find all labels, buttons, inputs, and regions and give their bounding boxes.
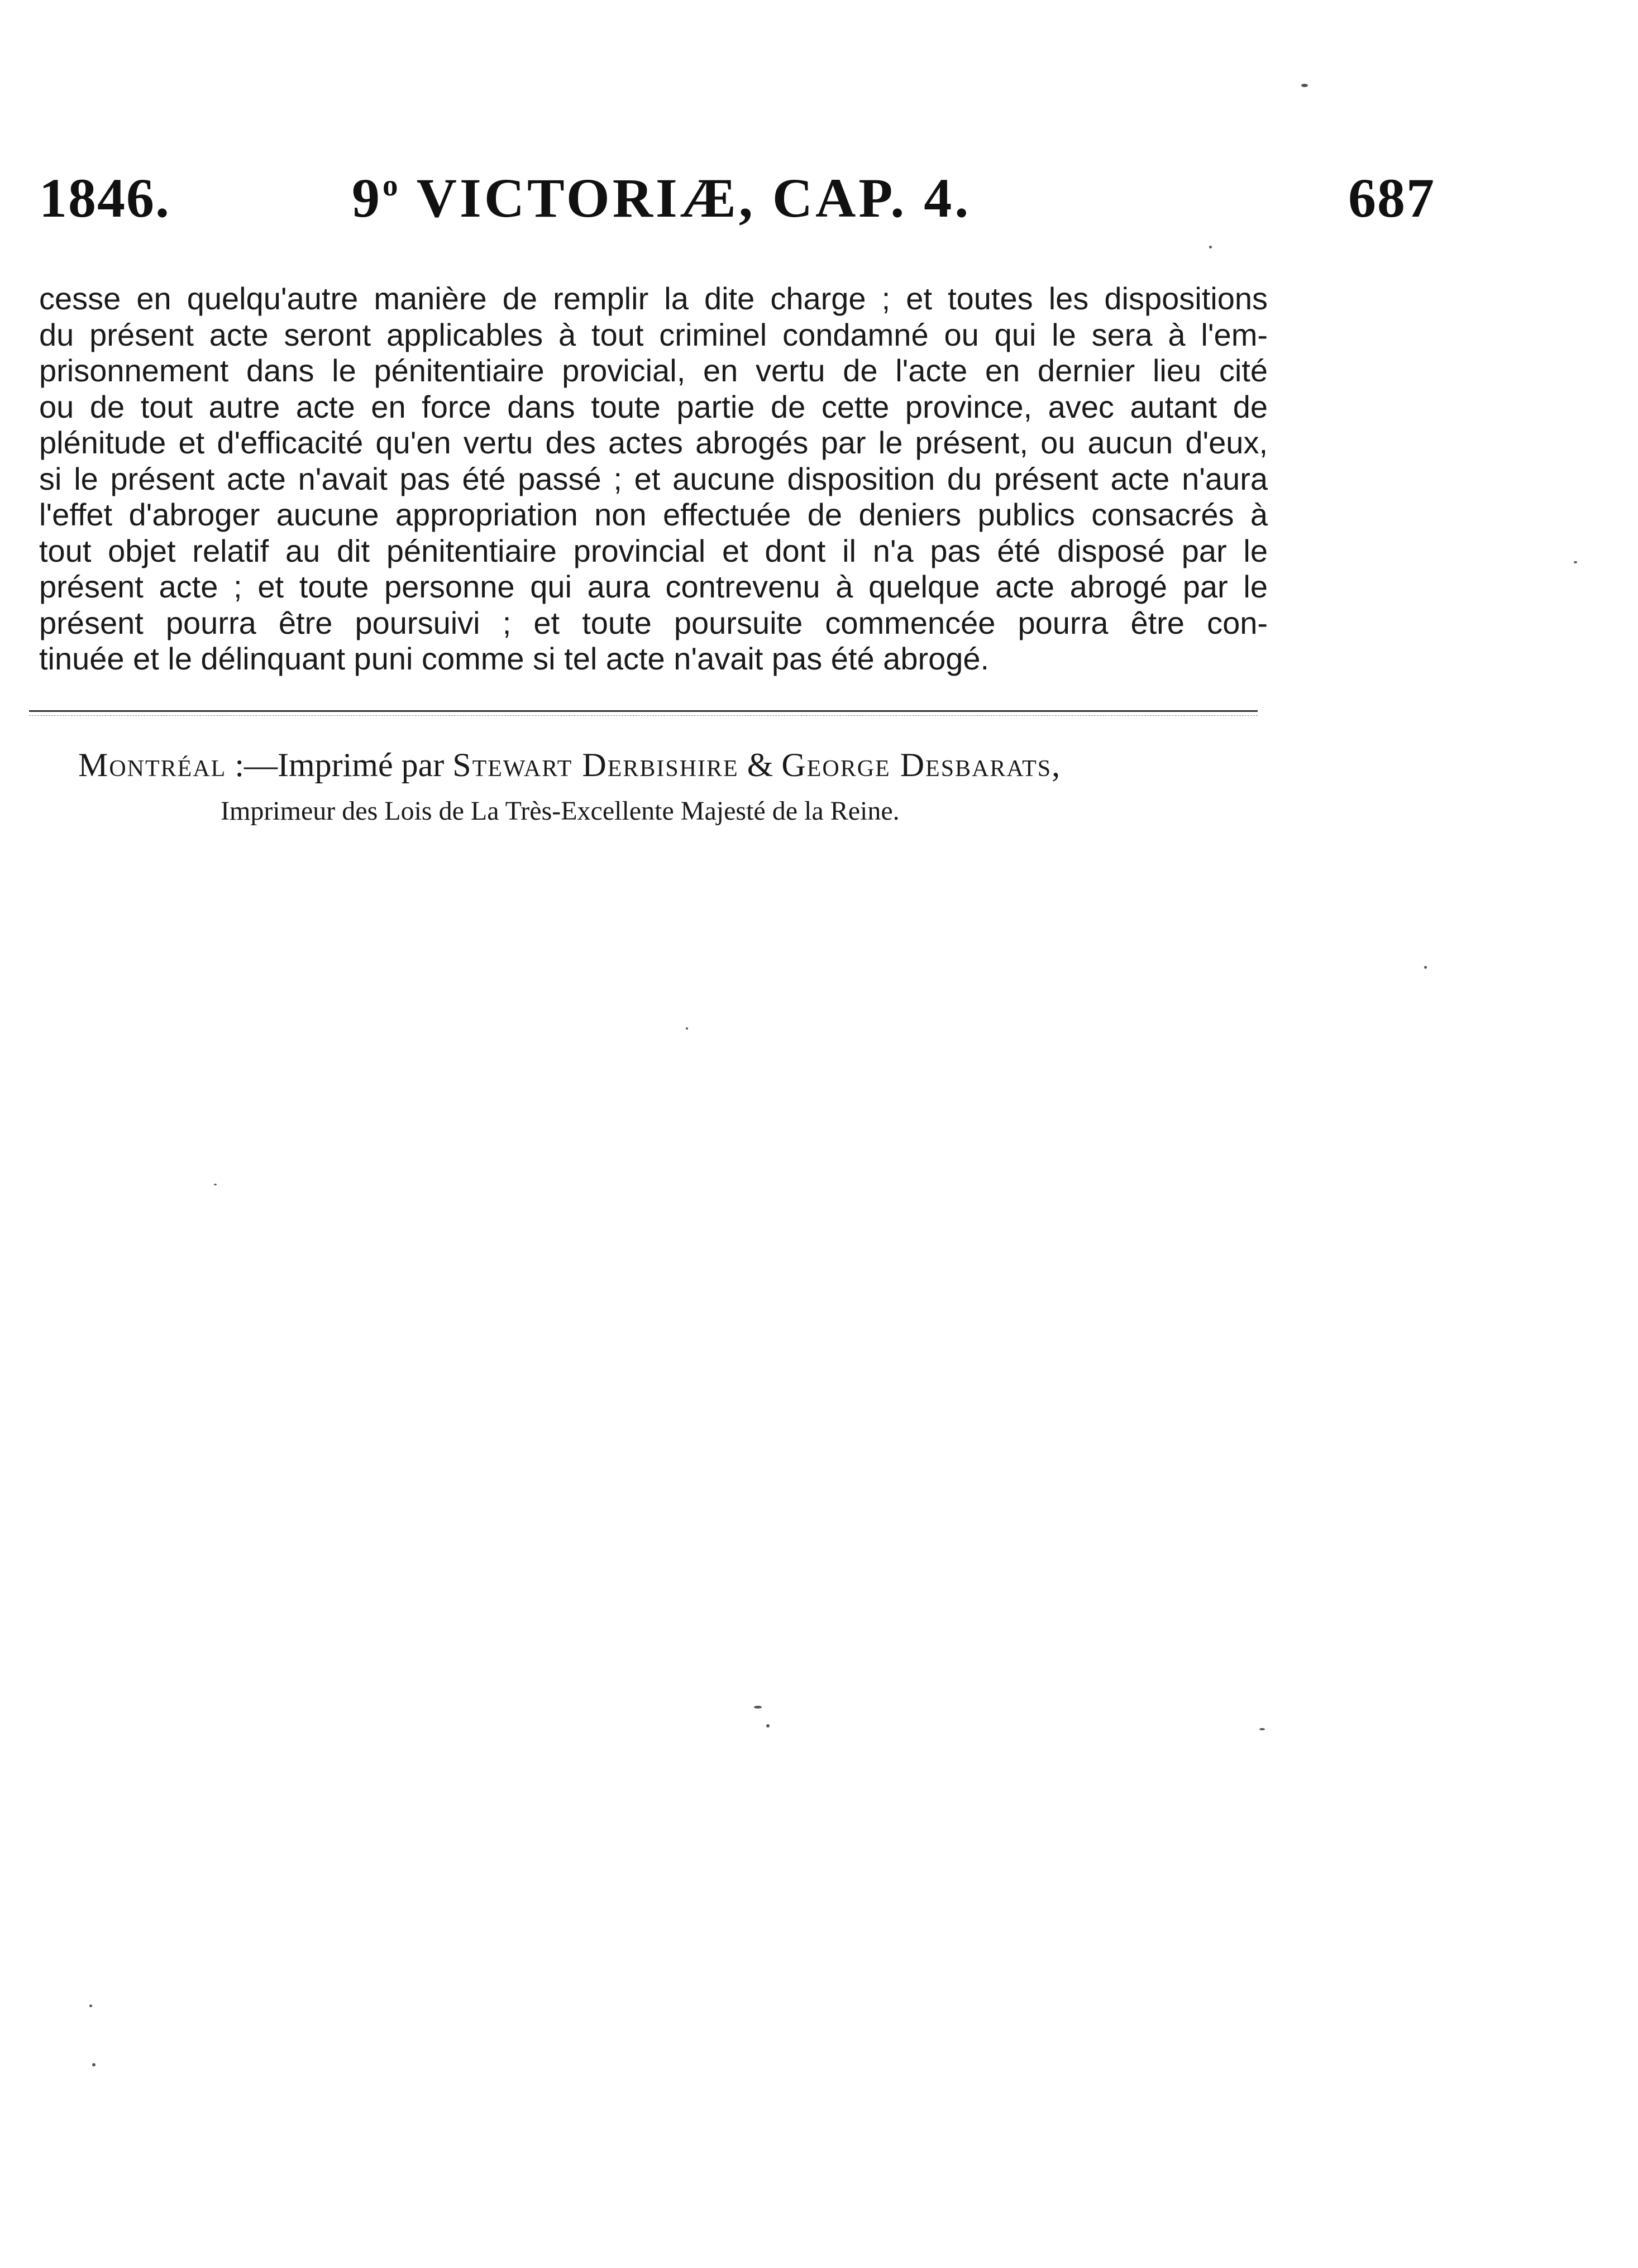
divider-rule-secondary [29,715,1258,716]
scan-speck [766,1724,770,1728]
divider-rule [29,710,1258,712]
body-line: présent acte ; et toute personne qui aura contrevenu à quelque acte abrogé par le [39,569,1268,604]
header-title-superscript: o [383,168,401,202]
scan-speck [1209,246,1212,248]
body-line: cesse en quelqu'autre manière de remplir la dite charge ; et toutes les dispositions [39,281,1268,316]
imprint-printer-2: George Desbarats [781,747,1052,783]
body-line: du présent acte seront applicables à tout criminel condamné ou qui le sera à l'em- [39,317,1268,352]
imprint-ampersand: & [738,747,782,783]
header-title-number: 9 [352,167,383,229]
header-title [352,162,971,235]
body-line: si le présent acte n'avait pas été passé ; et aucune disposition du présent acte n'aura [39,461,1268,496]
body-line: présent pourra être poursuivi ; et toute poursuite commencée pourra être con- [39,605,1268,640]
body-line: prisonnement dans le pénitentiaire provicial, en vertu de l'acte en dernier lieu cité [39,353,1268,388]
scan-speck [92,2063,95,2066]
imprint-place: Montréal [78,747,227,783]
header-title-text: VICTORIÆ, CAP. 4. [400,167,972,229]
scan-speck [214,1184,217,1185]
body-line: ou de tout autre acte en force dans toute partie de cette province, avec autant de [39,389,1268,424]
body-line: tout objet relatif au dit pénitentiaire provincial et dont il n'a pas été disposé par le [39,533,1268,568]
body-line: plénitude et d'efficacité qu'en vertu des actes abrogés par le présent, ou aucun d'eux, [39,425,1268,460]
scan-speck [686,1027,688,1030]
header-page-number: 687 [1348,167,1435,229]
imprint-printer-1: Stewart Derbishire [452,747,739,783]
page-header [39,162,1435,235]
body-paragraph [39,281,1268,677]
scan-speck [89,2004,92,2007]
scan-speck [754,1706,762,1709]
scan-speck [1259,1728,1265,1730]
body-line: tinuée et le délinquant puni comme si tel acte n'avait pas été abrogé. [39,641,990,676]
header-year: 1846. [39,167,170,229]
scan-speck [1424,966,1427,969]
imprint-end: , [1052,747,1061,783]
scan-speck [1301,84,1308,87]
imprint-separator: :—Imprimé par [226,747,453,783]
imprint-subtitle: Imprimeur des Lois de La Très-Excellente Majesté de la Reine. [221,796,900,826]
body-line: l'effet d'abroger aucune appropriation non effectuée de deniers publics consacrés à [39,497,1268,532]
scan-speck [1574,561,1577,563]
imprint-line [78,743,1251,787]
